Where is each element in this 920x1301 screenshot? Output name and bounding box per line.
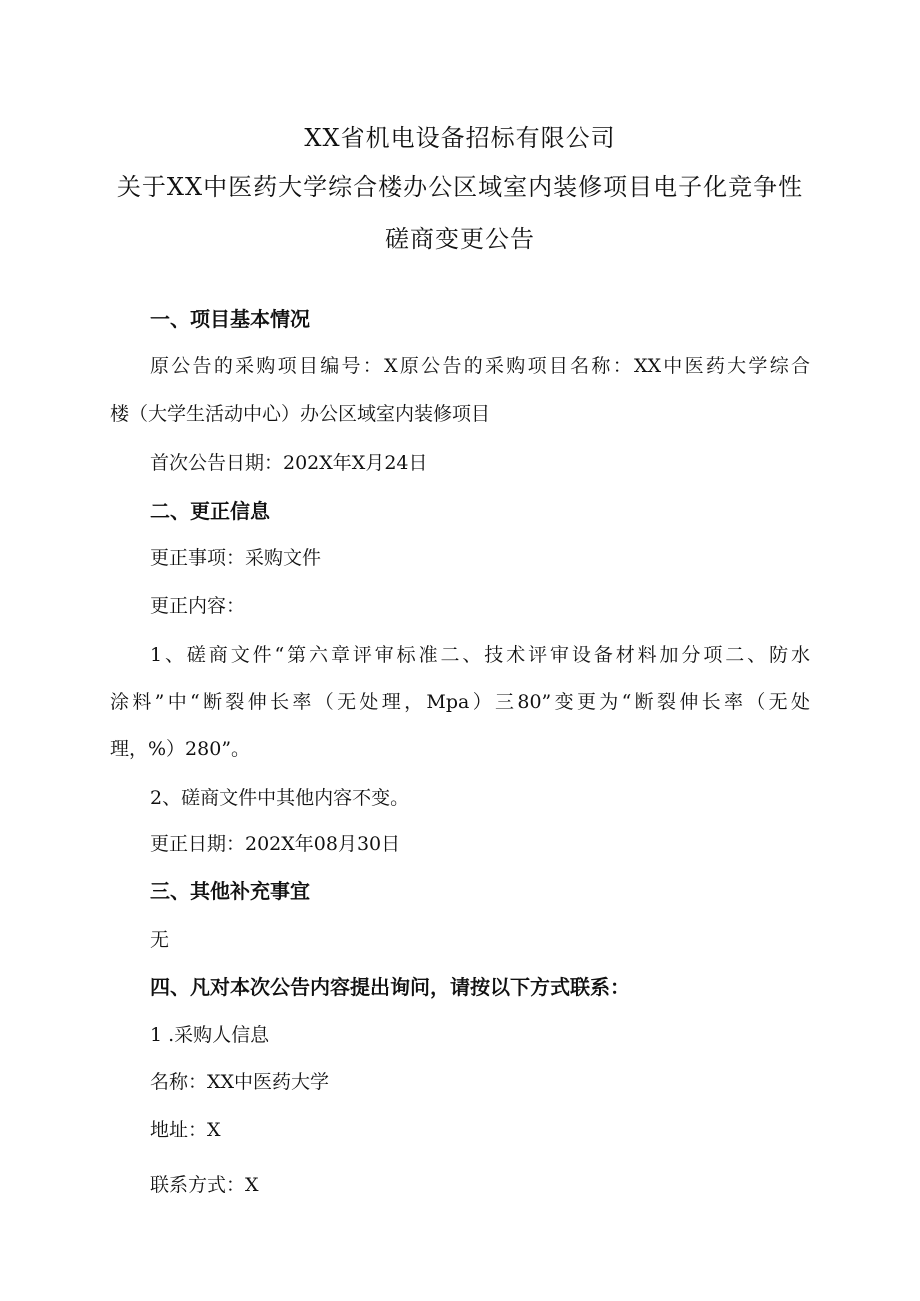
section4-heading: 四、凡对本次公告内容提出询问，请按以下方式联系： bbox=[150, 975, 630, 999]
section4-contact: 联系方式：X bbox=[150, 1174, 259, 1196]
title-project: 关于XX中医药大学综合楼办公区域室内装修项目电子化竞争性 bbox=[116, 173, 804, 201]
section2-item1-line2: 涂料”中“断裂伸长率（无处理，Mpa）三80”变更为“断裂伸长率（无处 bbox=[110, 691, 810, 713]
section4-address: 地址：X bbox=[150, 1119, 221, 1141]
section2-content-label: 更正内容： bbox=[150, 595, 246, 617]
section2-heading: 二、更正信息 bbox=[150, 499, 270, 523]
section1-project-line2: 楼（大学生活动中心）办公区域室内装修项目 bbox=[110, 403, 491, 425]
section4-purchaser-info: 1 .采购人信息 bbox=[150, 1024, 270, 1046]
title-company: XX省机电设备招标有限公司 bbox=[304, 124, 616, 152]
section2-item1-line3: 理，%）280”。 bbox=[110, 738, 251, 760]
section4-name: 名称：XX中医药大学 bbox=[150, 1071, 330, 1093]
section1-first-date: 首次公告日期：202X年X月24日 bbox=[150, 452, 428, 474]
section1-project-line1: 原公告的采购项目编号：X原公告的采购项目名称：XX中医药大学综合 bbox=[150, 355, 810, 377]
section2-date: 更正日期：202X年08月30日 bbox=[150, 833, 401, 855]
section2-item2: 2、磋商文件中其他内容不变。 bbox=[150, 787, 410, 809]
section2-matter: 更正事项：采购文件 bbox=[150, 547, 322, 569]
section2-item1-line1: 1、磋商文件“第六章评审标准二、技术评审设备材料加分项二、防水 bbox=[150, 644, 810, 666]
section1-heading: 一、项目基本情况 bbox=[150, 307, 310, 331]
title-notice-type: 磋商变更公告 bbox=[385, 225, 535, 253]
section3-heading: 三、其他补充事宜 bbox=[150, 879, 310, 903]
section3-text: 无 bbox=[150, 929, 170, 951]
